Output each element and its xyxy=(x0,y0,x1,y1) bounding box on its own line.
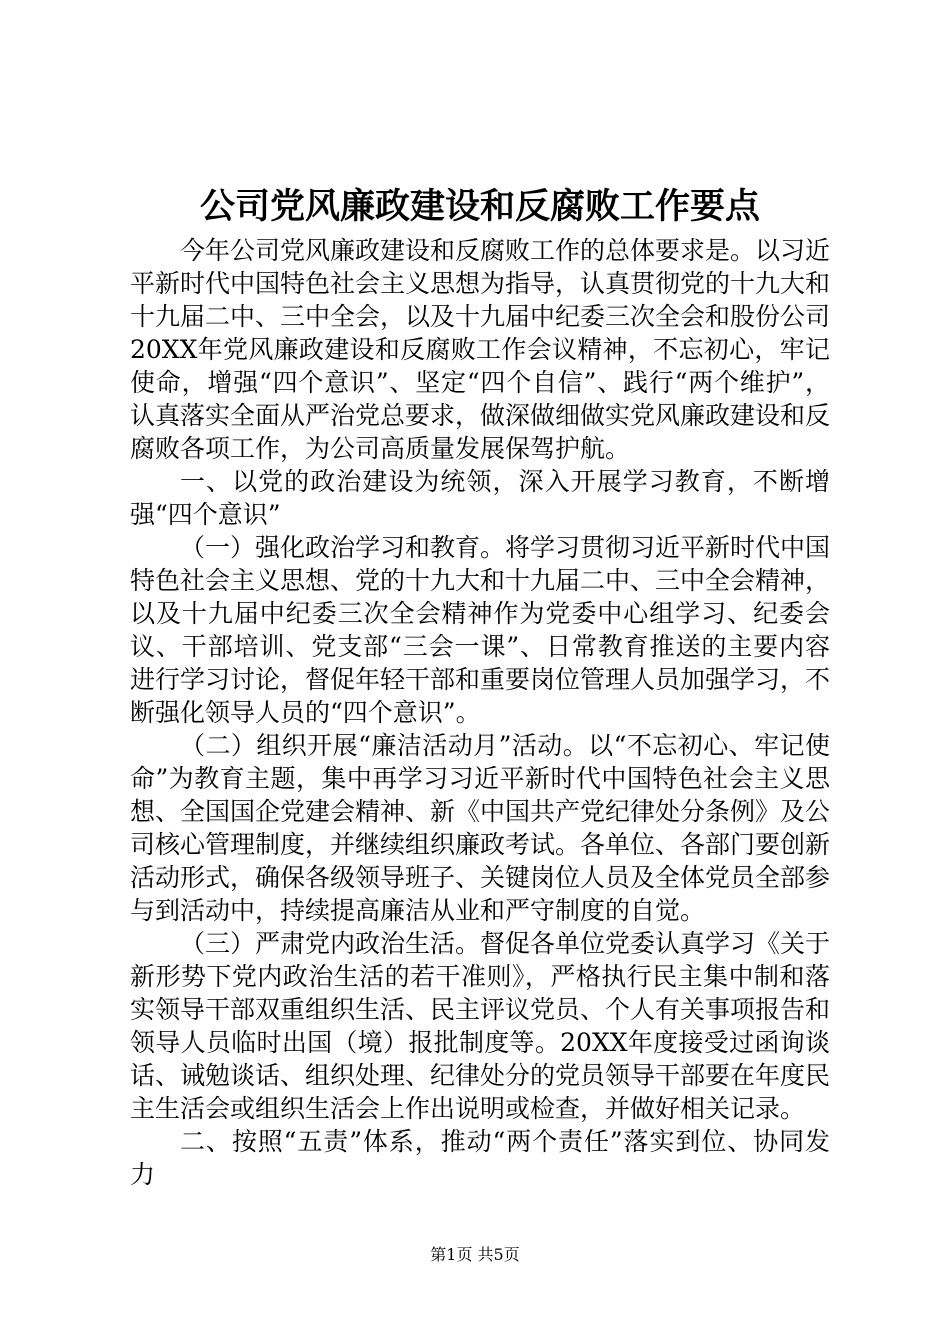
section-heading-1: 一、以党的政治建设为统领，深入开展学习教育，不断增强“四个意识” xyxy=(130,467,830,529)
page-indicator: 第1页 共5页 xyxy=(430,1245,520,1264)
paragraph-item-2: （二）组织开展“廉洁活动月”活动。以“不忘初心、牢记使命”为教育主题，集中再学习习近平新时代中国特色社会主义思想、全国国企党建会精神、新《中国共产党纪律处分条例》及公司核心管理制度，并继续组织廉政考试。各单位、各部门要创新活动形式，确保各级领导班子、关键岗位人员及全体党员全部参与到活动中，持续提高廉洁从业和严守制度的自觉。 xyxy=(130,731,831,925)
section-heading-2: 二、按照“五责”体系，推动“两个责任”落实到位、协同发力 xyxy=(130,1127,830,1189)
document-body xyxy=(130,234,830,1191)
paragraph-item-1: （一）强化政治学习和教育。将学习贯彻习近平新时代中国特色社会主义思想、党的十九大和十九届二中、三中全会精神，以及十九届中纪委三次全会精神作为党委中心组学习、纪委会议、干部培训、党支部“三会一课”、日常教育推送的主要内容进行学习讨论，督促年轻干部和重要岗位管理人员加强学习，不断强化领导人员的“四个意识”。 xyxy=(130,533,831,727)
document-title: 公司党风廉政建设和反腐败工作要点 xyxy=(199,186,760,227)
paragraph-item-3: （三）严肃党内政治生活。督促各单位党委认真学习《关于新形势下党内政治生活的若干准则》，严格执行民主集中制和落实领导干部双重组织生活、民主评议党员、个人有关事项报告和领导人员临时出国（境）报批制度等。20XX年度接受过函询谈话、诫勉谈话、组织处理、纪律处分的党员领导干部要在年度民主生活会或组织生活会上作出说明或检查，并做好相关记录。 xyxy=(130,929,831,1123)
paragraph-intro: 今年公司党风廉政建设和反腐败工作的总体要求是。以习近平新时代中国特色社会主义思想为指导，认真贯彻党的十九大和十九届二中、三中全会，以及十九届中纪委三次全会和股份公司20XX年党风廉政建设和反腐败工作会议精神，不忘初心，牢记使命，增强“四个意识”、坚定“四个自信”、践行“两个维护”，认真落实全面从严治党总要求，做深做细做实党风廉政建设和反腐败各项工作，为公司高质量发展保驾护航。 xyxy=(130,236,831,463)
